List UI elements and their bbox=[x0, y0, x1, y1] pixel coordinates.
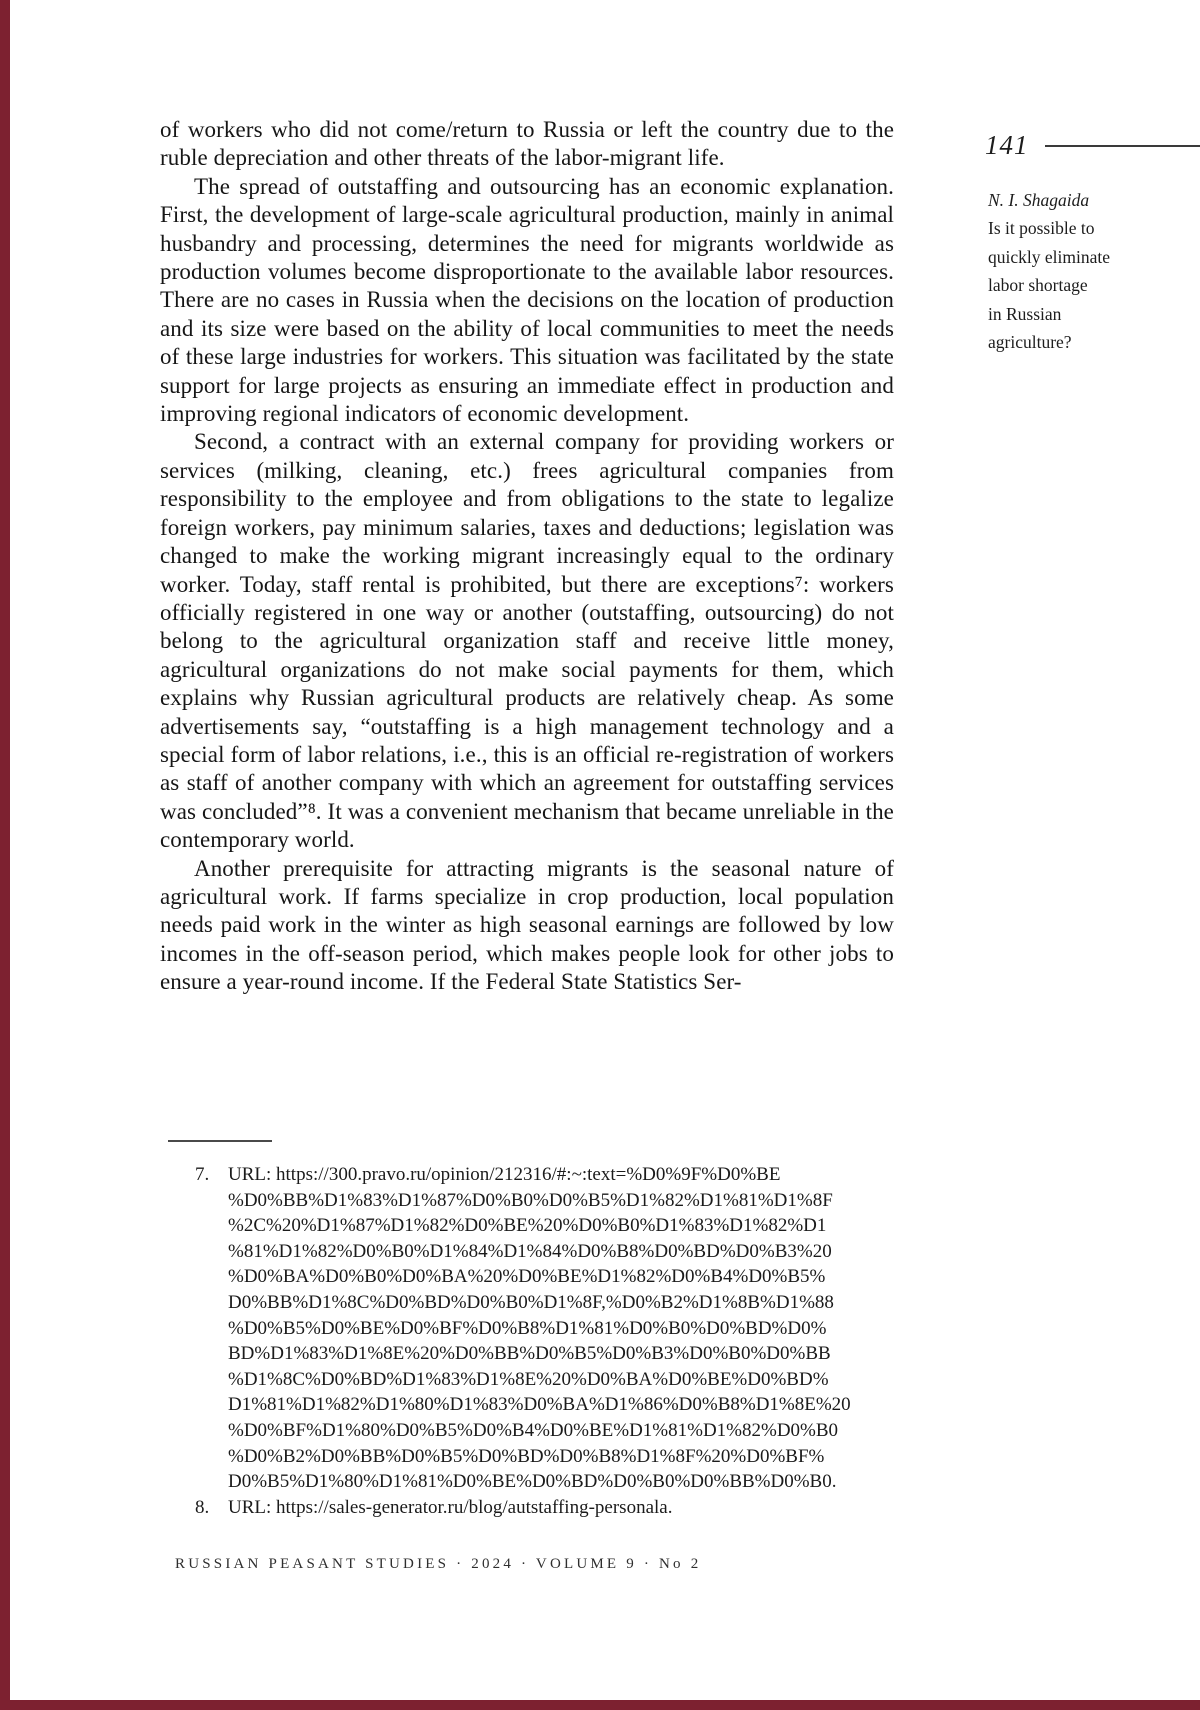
body-paragraph: The spread of outstaffing and outsourcing has an economic explanation. First, the development of large-scale agricultural production, mainly in animal husbandry and processing, determines the need for migrants worldwide as production volumes become disproportionate to the available labor resources. There are no cases in Russia when the decisions on the location of production and its size were based on the ability of local communities to meet the needs of these large industries for workers. This situation was facilitated by the state support for large projects as ensuring an immediate effect in production and improving regional indicators of economic development. bbox=[160, 173, 894, 427]
footnote-8 bbox=[195, 1495, 900, 1521]
page-number-rule bbox=[1045, 145, 1200, 147]
footnote-separator-rule bbox=[168, 1140, 272, 1142]
footnote-7 bbox=[195, 1162, 900, 1495]
footnote-url-text: URL: https://sales-generator.ru/blog/autstaffing-personala. bbox=[228, 1496, 673, 1518]
footnote-number: 7. bbox=[195, 1164, 210, 1185]
margin-author: N. I. Shagaida bbox=[988, 190, 1090, 210]
margin-note bbox=[988, 186, 1188, 356]
journal-footer: RUSSIAN PEASANT STUDIES · 2024 · VOLUME 9 · No 2 bbox=[175, 1556, 702, 1572]
page-edge-bottom-bar bbox=[0, 1700, 1200, 1710]
body-paragraph: Another prerequisite for attracting migrants is the seasonal nature of agricultural work. If farms specialize in crop production, local population needs paid work in the winter as high seasonal earnings are followed by low incomes in the off-season period, which makes people look for other jobs to ensure a year-round income. If the Federal State Statistics Ser- bbox=[160, 855, 894, 995]
footnotes bbox=[195, 1162, 900, 1520]
footnote-number: 8. bbox=[195, 1496, 210, 1518]
body-paragraph: of workers who did not come/return to Russia or left the country due to the ruble depreciation and other threats of the labor-migrant life. bbox=[160, 117, 894, 171]
page-number-row bbox=[985, 130, 1200, 161]
footnote-url-text: URL: https://300.pravo.ru/opinion/212316/#:~:text=%D0%9F%D0%BE %D0%BB%D1%83%D1%87%D0%B0%D0%B5%D1%82%D1%81%D1%8F %2C%20%D1%87%D1%82%D0%BE%20%D0%B0%D1%83%D1%82%D1 %81%D1%82%D0%B0%D1%84%D1%84%D0%B8%D0%BD%D0%B3%20 %D0%BA%D0%B0%D0%BA%20%D0%BE%D1%82%D0%B4%D0%B5% D0%BB%D1%8C%D0%BD%D0%B0%D1%8F,%D0%B2%D1%8B%D1%88 %D0%B5%D0%BE%D0%BF%D0%B8%D1%81%D0%B0%D0%BD%D0% BD%D1%83%D1%8E%20%D0%BB%D0%B5%D0%B3%D0%B0%D0%BB %D1%8C%D0%BD%D1%83%D1%8E%20%D0%BA%D0%BE%D0%BD% D1%81%D1%82%D1%80%D1%83%D0%BA%D1%86%D0%B8%D1%8E%20 %D0%BF%D1%80%D0%B5%D0%B4%D0%BE%D1%81%D1%82%D0%B0 %D0%B2%D0%BB%D0%B5%D0%BD%D0%B8%D1%8F%20%D0%BF% D0%B5%D1%80%D1%81%D0%BE%D0%BD%D0%B0%D0%BB%D0%B0. bbox=[228, 1164, 851, 1493]
margin-article-title: Is it possible to quickly eliminate labor shortage in Russian agriculture? bbox=[988, 218, 1110, 353]
article-body bbox=[160, 116, 894, 997]
body-paragraph: Second, a contract with an external company for providing workers or services (milking, cleaning, etc.) frees agricultural companies from responsibility to the employee and from obligations to the state to legalize foreign workers, pay minimum salaries, taxes and deductions; legislation was changed to make the working migrant increasingly equal to the ordinary worker. Today, staff rental is prohibited, but there are exceptions⁷: workers officially registered in one way or another (outstaffing, outsourcing) do not belong to the agricultural organization staff and receive little money, agricultural organizations do not make social payments for them, which explains why Russian agricultural products are relatively cheap. As some advertisements say, “outstaffing is a high management technology and a special form of labor relations, i.e., this is an official re-registration of workers as staff of another company with which an agreement for outstaffing services was concluded”⁸. It was a convenient mechanism that became unreliable in the contemporary world. bbox=[160, 429, 894, 853]
page-edge-left-bar bbox=[0, 0, 10, 1710]
page-number: 141 bbox=[985, 130, 1029, 160]
